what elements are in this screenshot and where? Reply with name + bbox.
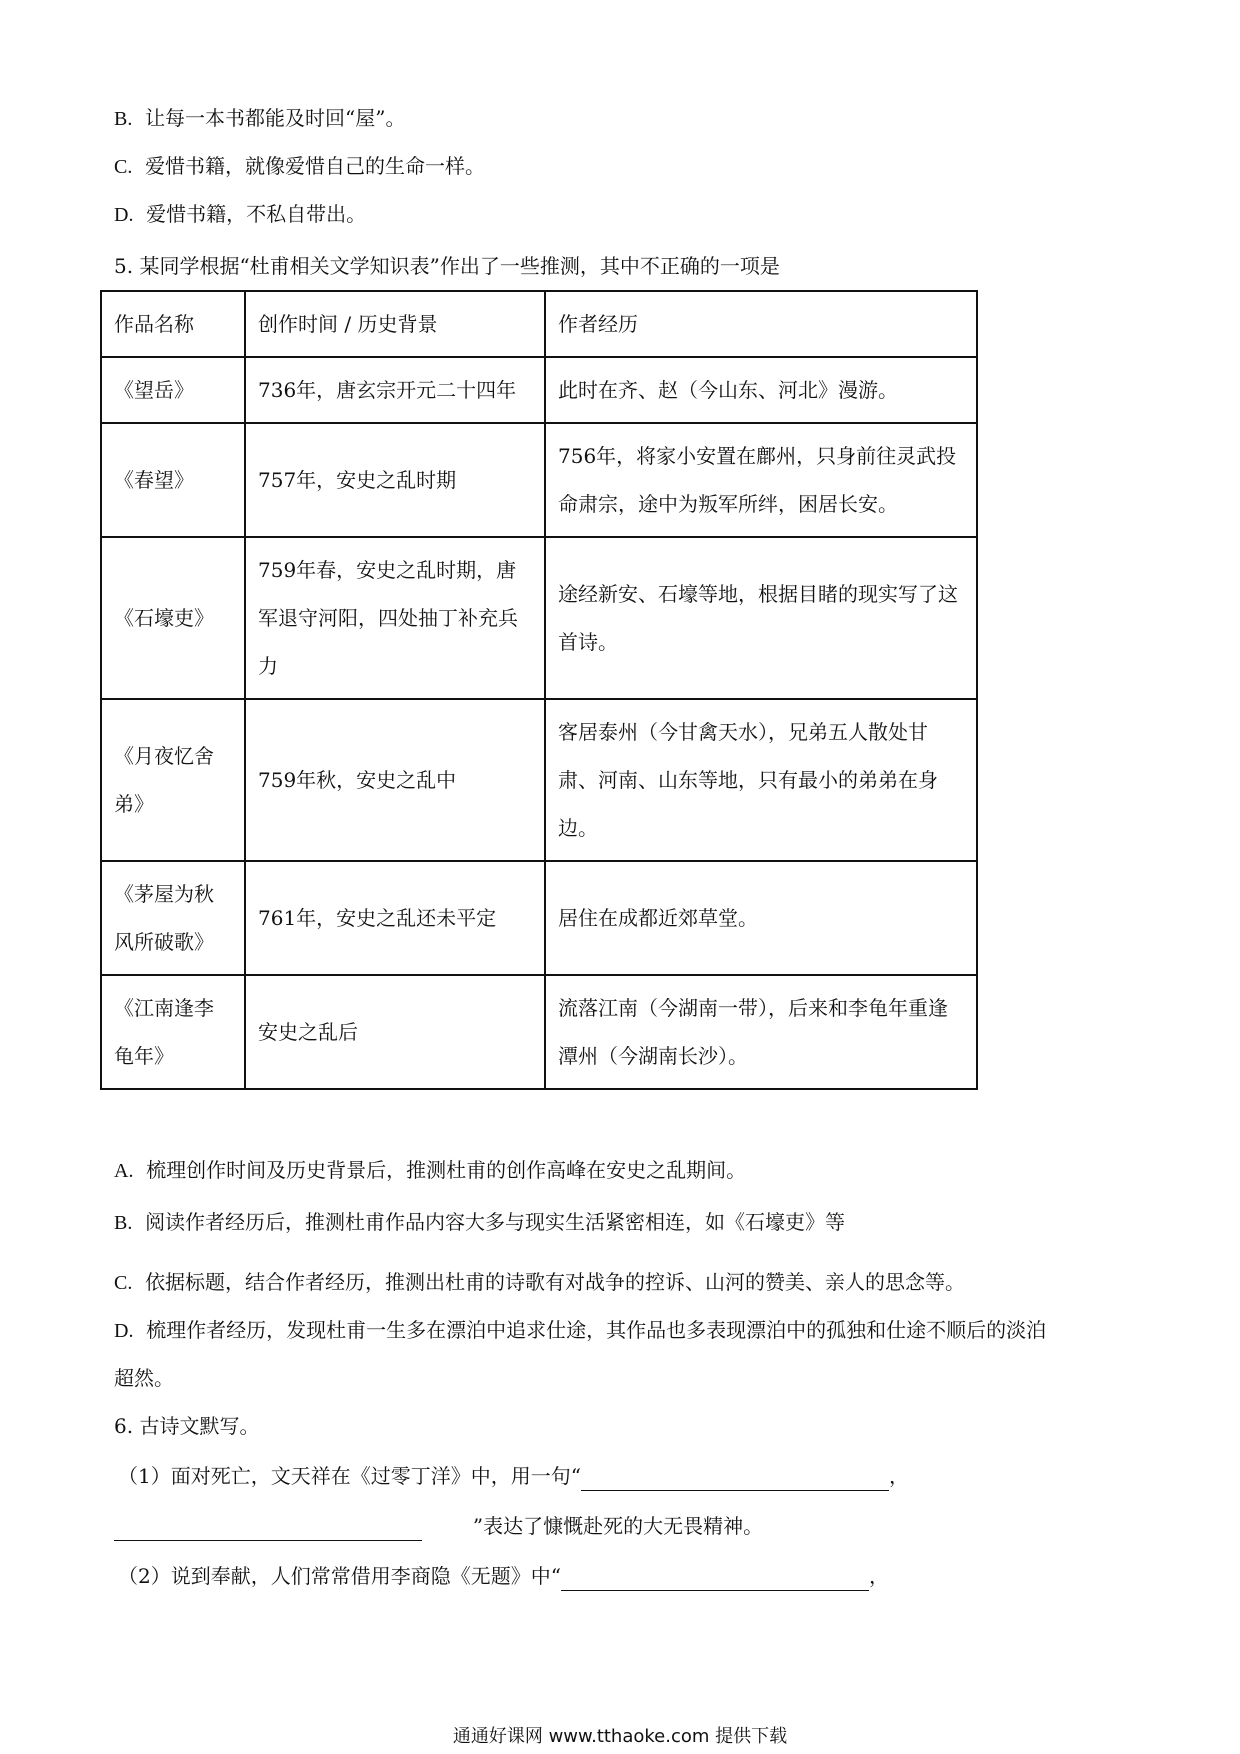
table-header-row xyxy=(101,291,977,357)
table-row xyxy=(101,975,977,1089)
answer-blank-1[interactable] xyxy=(581,1466,889,1491)
table-row xyxy=(101,357,977,423)
option-b: B. 让每一本书都能及时回“屋”。 xyxy=(114,106,406,130)
q5-option-d: D. 梳理作者经历，发现杜甫一生多在漂泊中追求仕途，其作品也多表现漂泊中的孤独和仕途不顺后的淡泊 xyxy=(114,1318,1047,1342)
cell-work: 《江南逢李龟年》 xyxy=(101,975,245,1089)
table-row xyxy=(101,537,977,699)
cell-experience: 流落江南（今湖南一带），后来和李龟年重逢 潭州（今湖南长沙）。 xyxy=(545,975,977,1089)
cell-time: 761年，安史之乱还未平定 xyxy=(245,861,545,975)
cell-experience: 居住在成都近郊草堂。 xyxy=(545,861,977,975)
q5-option-c: C. 依据标题，结合作者经历，推测出杜甫的诗歌有对战争的控诉、山河的赞美、亲人的思念等。 xyxy=(114,1270,966,1294)
table-row xyxy=(101,699,977,861)
q6-sub-2: （2）说到奉献，人们常常借用李商隐《无题》中“ ， xyxy=(118,1561,889,1591)
footer-watermark: 通通好课网 www.tthaoke.com 提供下载 xyxy=(452,1726,788,1747)
cell-work: 《石壕吏》 xyxy=(101,537,245,699)
cell-experience: 客居泰州（今甘禽天水），兄弟五人散处甘肃、河南、山东等地，只有最小的弟弟在身边。 xyxy=(545,699,977,861)
option-d: D. 爱惜书籍，不私自带出。 xyxy=(114,202,367,226)
q6-sub-1-cont: ”表达了慷慨赴死的大无畏精神。 xyxy=(114,1511,763,1541)
answer-blank-3[interactable] xyxy=(561,1566,869,1591)
header-experience: 作者经历 xyxy=(545,291,977,357)
cell-experience: 途经新安、石壕等地，根据目睹的现实写了这首诗。 xyxy=(545,537,977,699)
option-c: C. 爱惜书籍，就像爱惜自己的生命一样。 xyxy=(114,154,486,178)
q5-option-a: A. 梳理创作时间及历史背景后，推测杜甫的创作高峰在安史之乱期间。 xyxy=(114,1158,747,1182)
cell-time: 安史之乱后 xyxy=(245,975,545,1089)
header-time: 创作时间 / 历史背景 xyxy=(245,291,545,357)
answer-blank-2[interactable] xyxy=(114,1516,422,1541)
cell-time: 757年，安史之乱时期 xyxy=(245,423,545,537)
table-row xyxy=(101,861,977,975)
cell-work: 《茅屋为秋风所破歌》 xyxy=(101,861,245,975)
cell-experience: 此时在齐、赵（今山东、河北》漫游。 xyxy=(545,357,977,423)
question-6-stem: 6. 古诗文默写。 xyxy=(114,1414,260,1438)
cell-time: 759年秋，安史之乱中 xyxy=(245,699,545,861)
q6-sub-1: （1）面对死亡，文天祥在《过零丁洋》中，用一句“ ， xyxy=(118,1461,909,1491)
cell-experience: 756年，将家小安置在鄜州，只身前往灵武投命肃宗，途中为叛军所绊，困居长安。 xyxy=(545,423,977,537)
du-fu-knowledge-table xyxy=(100,290,978,1090)
q5-option-b: B. 阅读作者经历后，推测杜甫作品内容大多与现实生活紧密相连，如《石壕吏》等 xyxy=(114,1210,846,1234)
q5-option-d-continuation: 超然。 xyxy=(114,1366,174,1390)
cell-time: 759年春，安史之乱时期，唐军退守河阳，四处抽丁补充兵力 xyxy=(245,537,545,699)
cell-work: 《春望》 xyxy=(101,423,245,537)
question-5-stem: 5. 某同学根据“杜甫相关文学知识表”作出了一些推测，其中不正确的一项是 xyxy=(114,254,780,278)
cell-work: 《望岳》 xyxy=(101,357,245,423)
header-work: 作品名称 xyxy=(101,291,245,357)
cell-work: 《月夜忆舍弟》 xyxy=(101,699,245,861)
table-row xyxy=(101,423,977,537)
cell-time: 736年，唐玄宗开元二十四年 xyxy=(245,357,545,423)
